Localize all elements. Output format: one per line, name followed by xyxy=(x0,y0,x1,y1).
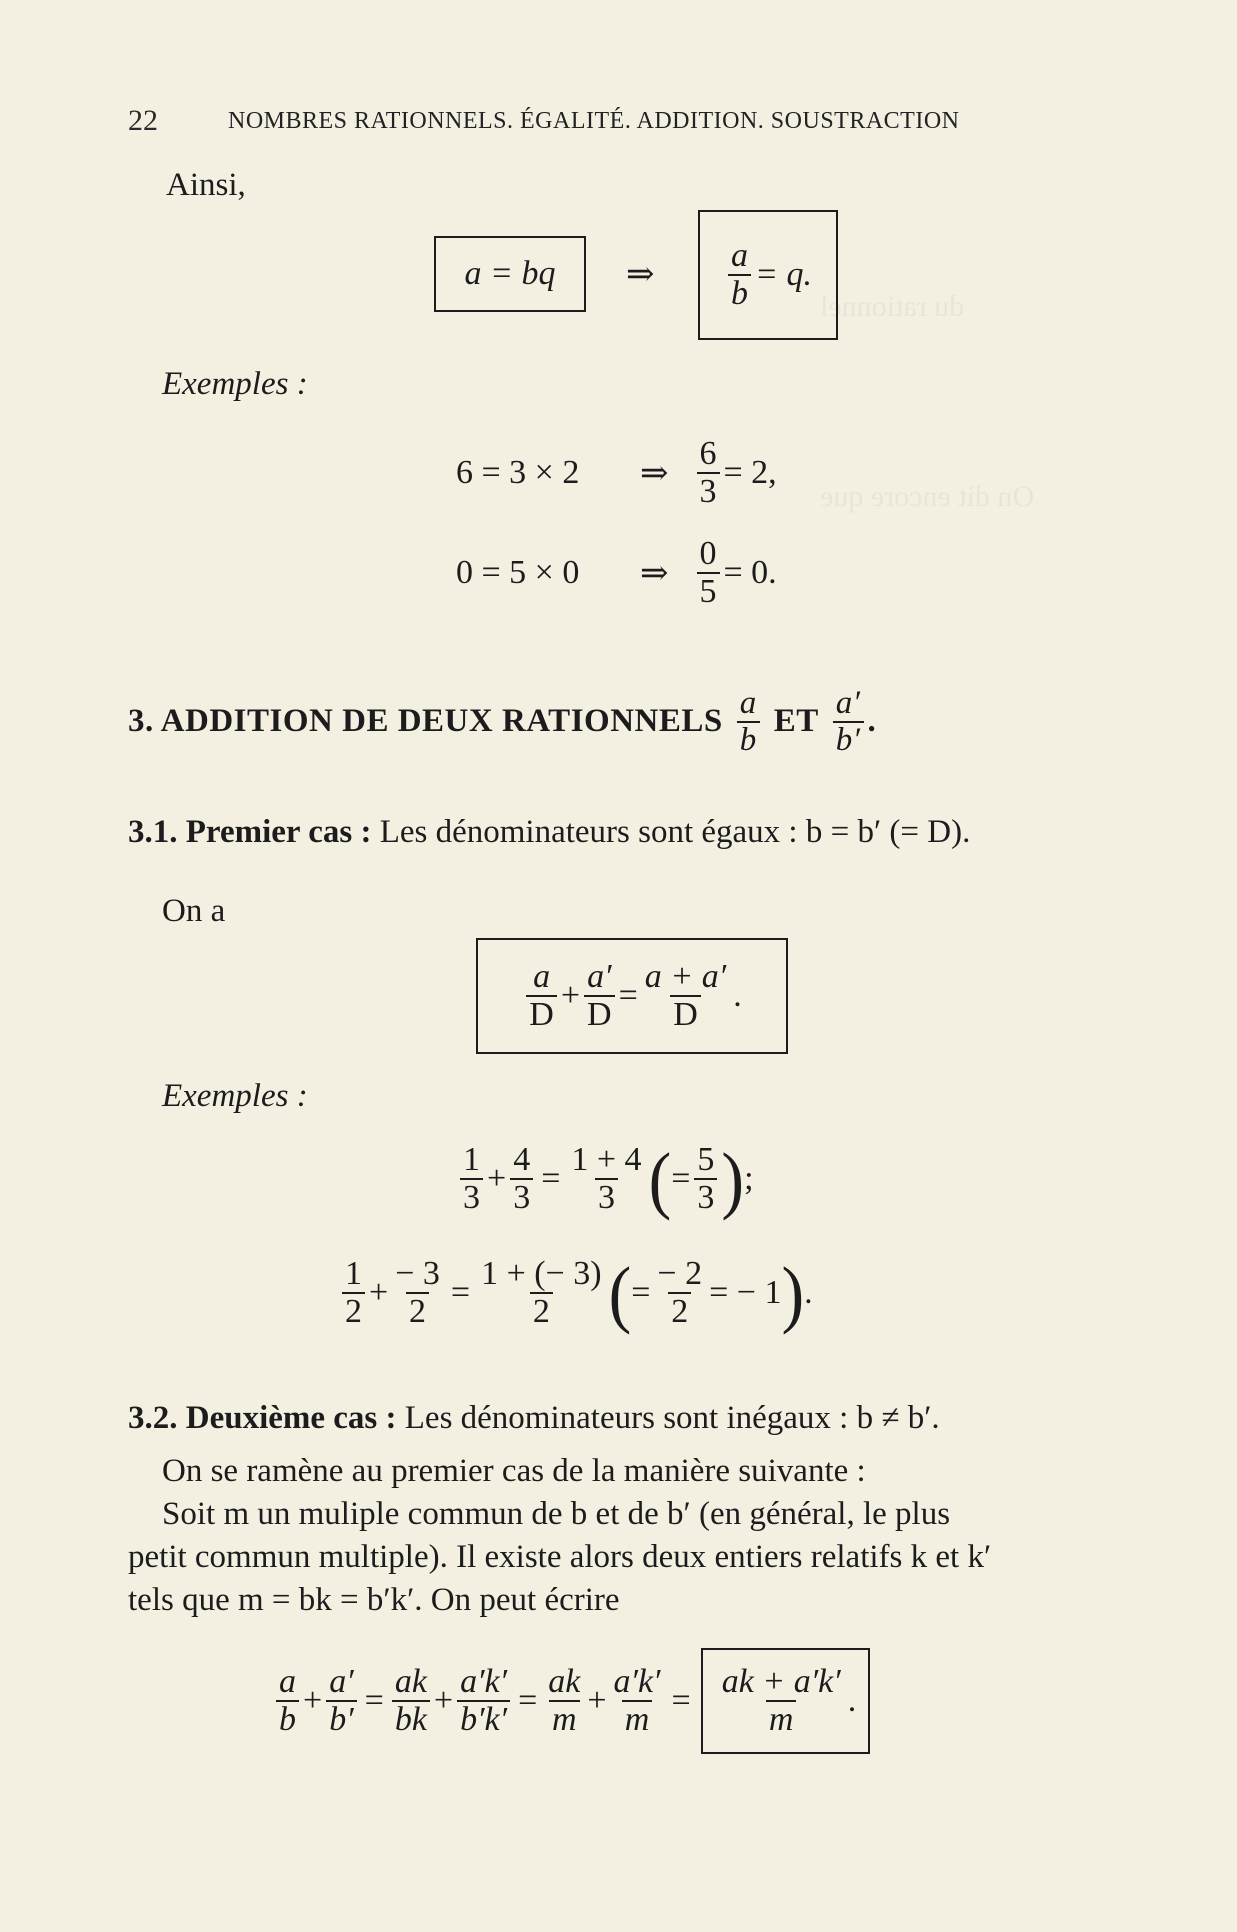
box-a-eq-bq xyxy=(434,236,586,312)
fraction-a-over-b: $\frac{a}{b}$ xyxy=(737,686,760,757)
subsection-3-2: 3.2. Deuxième cas : Les dénominateurs sont inégaux : b ≠ b′. xyxy=(128,1400,940,1436)
general-addition-formula: $\frac{a}{b}$ + $\frac{a'}{b'}$ = $\frac{ak}{bk}$ + $\frac{a'k'}{b'k'}$ = $\frac{ak}{m}$ + $\frac{a'k'}{m}$ = $\frac{ak + a'k'}{m}$ . xyxy=(272,1648,870,1754)
box-a-over-b-eq-q xyxy=(698,210,838,340)
fraction: $\frac{a'k'}{b'k'}$ xyxy=(457,1664,510,1737)
formula-eq-q: = q. xyxy=(755,256,812,293)
fraction-a-over-D: $\frac{a}{D}$ xyxy=(526,959,557,1032)
fraction: $\frac{- 3}{2}$ xyxy=(395,1255,440,1330)
running-title: NOMBRES RATIONNELS. ÉGALITÉ. ADDITION. SOUSTRACTION xyxy=(228,108,960,134)
example-sum-line-1: $\frac{1}{3}$ + $\frac{4}{3}$ = $\frac{1 + 4}{3}$ ( = $\frac{5}{3}$ ) ; xyxy=(456,1142,754,1215)
fraction: $\frac{5}{3}$ xyxy=(694,1142,717,1215)
box-addition-same-denominator: $\frac{a}{D}$ + $\frac{a'}{D}$ = $\frac{a + a'}{D}$ . xyxy=(476,938,788,1054)
example-line-1: 6 = 3 × 2 ⇒ $\frac{6}{3}$ = 2, xyxy=(456,435,777,510)
box-final-sum: $\frac{ak + a'k'}{m}$ . xyxy=(701,1648,871,1754)
examples-label: Exemples : xyxy=(162,366,308,402)
page-number: 22 xyxy=(128,104,158,137)
bleed-through: du rationnel xyxy=(820,290,965,323)
paragraph-1: On se ramène au premier cas de la manière suivante : xyxy=(162,1453,866,1489)
subsection-3-1: 3.1. Premier cas : Les dénominateurs sont égaux : b = b′ (= D). xyxy=(128,814,971,850)
fraction-a-over-b: $\frac{a}{b}$ xyxy=(728,238,751,311)
section-3-heading: 3. ADDITION DE DEUX RATIONNELS $\frac{a}{b}$ ET $\frac{a'}{b'}$ . xyxy=(128,685,877,758)
fraction-a-prime-over-D: $\frac{a'}{D}$ xyxy=(584,959,615,1032)
paragraph-2-line-1: Soit m un muliple commun de b et de b′ (en général, le plus xyxy=(162,1496,951,1532)
bleed-through: On dit encore que xyxy=(820,480,1035,513)
fraction: $\frac{4}{3}$ xyxy=(510,1142,533,1215)
fraction: $\frac{1}{2}$ xyxy=(342,1256,365,1329)
on-a-text: On a xyxy=(162,893,226,929)
fraction: $\frac{1}{3}$ xyxy=(460,1142,483,1215)
examples-label-2: Exemples : xyxy=(162,1078,308,1114)
implies-arrow: ⇒ xyxy=(626,256,655,293)
fraction: $\frac{a'k'}{m}$ xyxy=(613,1663,661,1738)
fraction: $\frac{1 + (- 3)}{2}$ xyxy=(481,1255,602,1330)
fraction: $\frac{ak}{bk}$ xyxy=(392,1664,430,1737)
fraction-a-prime-over-b-prime: $\frac{a'}{b'}$ xyxy=(833,686,864,757)
paragraph-2-line-3: tels que m = bk = b′k′. On peut écrire xyxy=(128,1582,620,1618)
fraction: $\frac{1 + 4}{3}$ xyxy=(571,1141,642,1216)
fraction: $\frac{ak + a'k'}{m}$ xyxy=(721,1663,841,1738)
paragraph-2-line-2: petit commun multiple). Il existe alors deux entiers relatifs k et k′ xyxy=(128,1539,992,1575)
fraction: $\frac{ak}{m}$ xyxy=(548,1663,581,1738)
fraction-sum-over-D: $\frac{a + a'}{D}$ xyxy=(644,958,727,1033)
fraction: $\frac{- 2}{2}$ xyxy=(657,1255,703,1330)
ainsi-text: Ainsi, xyxy=(166,167,246,203)
formula-a-eq-bq: a = bq xyxy=(464,255,556,292)
fraction: $\frac{a'}{b'}$ xyxy=(326,1664,356,1737)
example-line-2: 0 = 5 × 0 ⇒ $\frac{0}{5}$ = 0. xyxy=(456,535,777,610)
fraction: $\frac{a}{b}$ xyxy=(276,1664,299,1737)
fraction-0-over-5: $\frac{0}{5}$ xyxy=(697,536,720,609)
fraction-6-over-3: $\frac{6}{3}$ xyxy=(697,436,720,509)
example-sum-line-2: $\frac{1}{2}$ + $\frac{- 3}{2}$ = $\frac{1 + (- 3)}{2}$ ( = $\frac{- 2}{2}$ = − 1 ) . xyxy=(338,1256,813,1329)
